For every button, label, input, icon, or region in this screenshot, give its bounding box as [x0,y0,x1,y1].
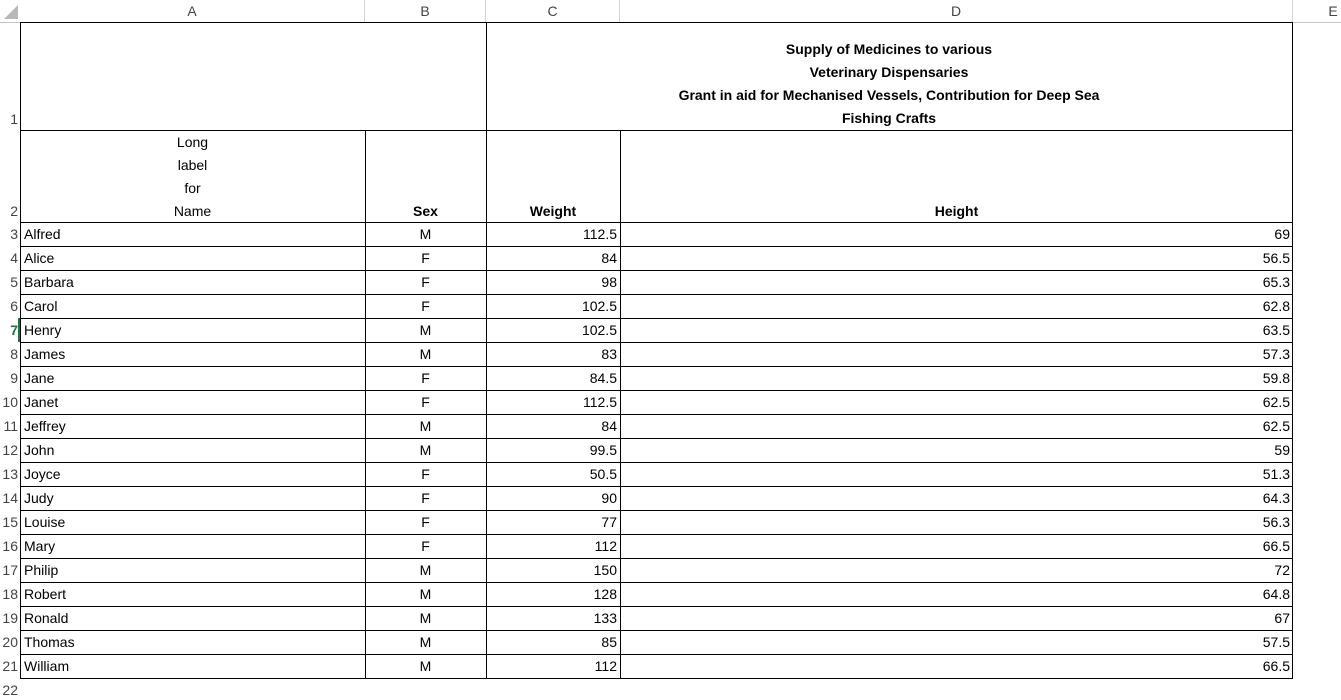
weight-cell[interactable]: 50.5 [589,466,617,482]
row-header-16[interactable]: 16 [2,538,18,554]
name-cell[interactable]: Carol [24,298,58,314]
weight-cell[interactable]: 102.5 [581,322,617,338]
weight-cell[interactable]: 90 [601,490,617,506]
name-cell[interactable]: Thomas [24,634,75,650]
weight-cell[interactable]: 150 [593,562,617,578]
sex-cell[interactable]: F [421,298,430,314]
height-cell[interactable]: 57.5 [1262,634,1290,650]
row-header-22[interactable]: 22 [2,682,18,698]
sex-cell[interactable]: F [421,274,430,290]
height-cell[interactable]: 69 [1274,226,1290,242]
sex-cell[interactable]: M [419,226,432,242]
name-cell[interactable]: Mary [24,538,56,554]
height-cell[interactable]: 65.3 [1262,274,1290,290]
row-header-20[interactable]: 20 [2,634,18,650]
column-header-e[interactable]: E [1328,3,1338,19]
weight-cell[interactable]: 84 [601,250,617,266]
sex-cell[interactable]: M [419,442,432,458]
row-header-15[interactable]: 15 [2,514,18,530]
weight-cell[interactable]: 128 [593,586,617,602]
height-cell[interactable]: 67 [1274,610,1290,626]
row-header-17[interactable]: 17 [2,562,18,578]
weight-cell[interactable]: 77 [601,514,617,530]
name-cell[interactable]: Robert [24,586,67,602]
name-cell[interactable]: Philip [24,562,59,578]
row-header-7[interactable]: 7 [10,322,18,338]
weight-cell[interactable]: 84 [601,418,617,434]
row-header-13[interactable]: 13 [2,466,18,482]
sex-cell[interactable]: M [419,586,432,602]
height-cell[interactable]: 63.5 [1262,322,1290,338]
height-cell[interactable]: 66.5 [1262,538,1290,554]
title-line: Fishing Crafts [841,110,937,126]
weight-cell[interactable]: 112 [594,538,617,554]
name-label-line: Long [176,134,209,150]
title-line: Supply of Medicines to various [785,41,993,57]
row-header-1[interactable]: 1 [10,111,18,127]
sex-header-cell[interactable]: Sex [413,203,438,219]
name-cell[interactable]: Louise [24,514,66,530]
column-header-b[interactable]: B [365,0,486,22]
column-header-d[interactable]: D [620,0,1293,22]
height-cell[interactable]: 57.3 [1262,346,1290,362]
weight-cell[interactable]: 98 [601,274,617,290]
row-header-12[interactable]: 12 [2,442,18,458]
row-header-4[interactable]: 4 [10,250,18,266]
height-cell[interactable]: 59 [1274,442,1290,458]
weight-cell[interactable]: 85 [601,634,617,650]
row-header-19[interactable]: 19 [2,610,18,626]
height-cell[interactable]: 62.5 [1262,394,1290,410]
name-cell[interactable]: Alfred [24,226,61,242]
name-cell[interactable]: William [24,658,70,674]
name-cell[interactable]: Joyce [24,466,61,482]
sex-cell[interactable]: F [421,250,430,266]
name-cell[interactable]: Alice [24,250,55,266]
row-header-2[interactable]: 2 [10,203,18,219]
title-line: Grant in aid for Mechanised Vessels, Contribution for Deep Sea [678,87,1100,103]
name-header-cell[interactable] [20,131,365,223]
sex-cell[interactable]: F [421,466,430,482]
name-cell[interactable]: Barbara [24,274,74,290]
name-cell[interactable]: James [24,346,66,362]
name-label-line: label [177,157,208,173]
name-cell[interactable]: Jeffrey [24,418,66,434]
sex-cell[interactable]: M [419,658,432,674]
column-header-bar [0,0,1341,23]
weight-cell[interactable]: 133 [593,610,617,626]
merged-title-cell[interactable] [486,38,1292,130]
height-cell[interactable]: 66.5 [1262,658,1290,674]
height-cell[interactable]: 64.8 [1262,586,1290,602]
weight-cell[interactable]: 112 [594,658,617,674]
name-cell[interactable]: Ronald [24,610,69,626]
sex-cell[interactable]: M [419,346,432,362]
name-cell[interactable]: Henry [24,322,62,338]
height-cell[interactable]: 59.8 [1262,370,1290,386]
height-cell[interactable]: 62.5 [1262,418,1290,434]
row-border [20,22,1293,23]
row-header-10[interactable]: 10 [2,394,18,410]
sex-cell[interactable]: M [419,610,432,626]
row-header-14[interactable]: 14 [2,490,18,506]
sex-cell[interactable]: M [419,562,432,578]
row-header-21[interactable]: 21 [2,658,18,674]
sex-cell[interactable]: M [419,634,432,650]
height-cell[interactable]: 64.3 [1262,490,1290,506]
sex-cell[interactable]: M [419,322,432,338]
row-header-11[interactable]: 11 [3,418,18,434]
weight-cell[interactable]: 112.5 [583,226,617,242]
row-header-6[interactable]: 6 [10,298,18,314]
height-cell[interactable]: 62.8 [1262,298,1290,314]
sex-cell[interactable]: F [421,370,430,386]
height-header-cell[interactable]: Height [934,203,979,219]
name-cell[interactable]: Judy [24,490,54,506]
row-header-3[interactable]: 3 [10,226,18,242]
height-cell[interactable]: 51.3 [1262,466,1290,482]
sex-cell[interactable]: F [421,538,430,554]
row-header-18[interactable]: 18 [2,586,18,602]
row-border [20,130,1293,131]
weight-header-cell[interactable]: Weight [529,203,577,219]
weight-cell[interactable]: 102.5 [581,298,617,314]
weight-cell[interactable]: 112.5 [583,394,617,410]
row-header-5[interactable]: 5 [10,274,18,290]
sex-cell[interactable]: M [419,418,432,434]
height-cell[interactable]: 72 [1274,562,1290,578]
name-cell[interactable]: Jane [24,370,55,386]
column-header-a[interactable]: A [20,0,365,22]
title-line: Veterinary Dispensaries [809,64,969,80]
column-header-c[interactable]: C [486,0,620,22]
weight-cell[interactable]: 99.5 [589,442,617,458]
sex-cell[interactable]: F [421,490,430,506]
name-label-line: for [184,180,201,196]
select-all-corner[interactable] [4,5,18,19]
sex-cell[interactable]: F [421,514,430,530]
name-cell[interactable]: John [24,442,55,458]
name-cell[interactable]: Janet [24,394,59,410]
height-cell[interactable]: 56.5 [1262,250,1290,266]
row-border [20,678,1293,679]
weight-cell[interactable]: 84.5 [589,370,617,386]
row-header-8[interactable]: 8 [10,346,18,362]
row-header-9[interactable]: 9 [10,370,18,386]
weight-cell[interactable]: 83 [601,346,617,362]
height-cell[interactable]: 56.3 [1262,514,1290,530]
sex-cell[interactable]: F [421,394,430,410]
name-label-line: Name [173,203,212,219]
